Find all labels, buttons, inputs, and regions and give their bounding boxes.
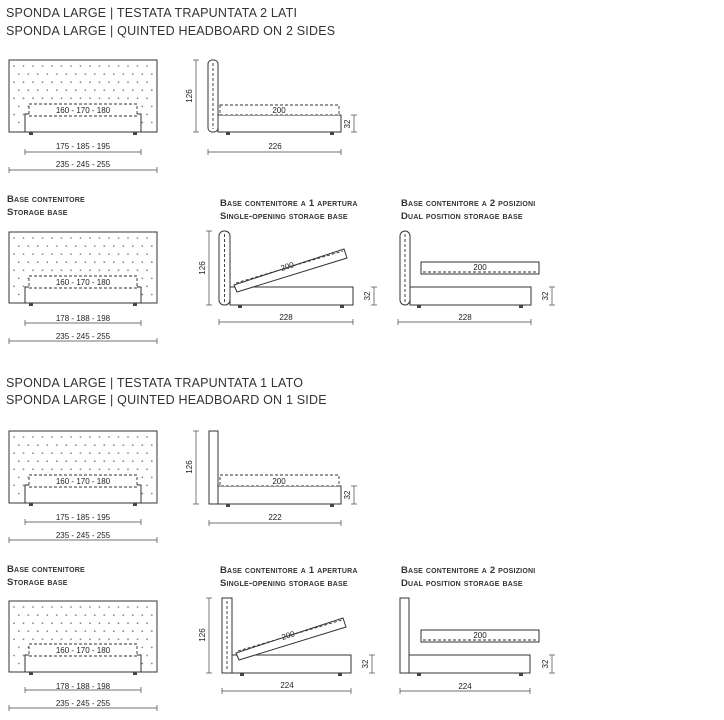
storage-caption-en: Storage base (7, 207, 68, 218)
headboard-side (209, 431, 218, 504)
quilting-dot (108, 606, 110, 608)
quilting-dot (103, 614, 105, 616)
quilting-dot (137, 452, 139, 454)
single-opening-view (198, 598, 375, 694)
quilting-dot (118, 452, 120, 454)
quilting-dot (13, 606, 15, 608)
quilting-dot (80, 638, 82, 640)
quilting-dot (118, 638, 120, 640)
length-label: 228 (279, 313, 293, 322)
overall-width-label: 235 - 245 - 255 (55, 160, 111, 169)
quilting-dot (75, 614, 77, 616)
quilting-dot (127, 638, 129, 640)
quilting-dot (70, 436, 72, 438)
quilting-dot (113, 444, 115, 446)
dual-caption-it: Base contenitore a 2 posizioni (401, 565, 536, 576)
quilting-dot (32, 622, 34, 624)
base-side (409, 655, 530, 673)
quilting-dot (113, 630, 115, 632)
quilting-dot (18, 493, 20, 495)
base-height-label: 32 (541, 659, 550, 669)
quilting-dot (37, 614, 39, 616)
quilting-dot (42, 436, 44, 438)
quilting-dot (56, 614, 58, 616)
quilting-dot (80, 452, 82, 454)
quilting-dot (13, 452, 15, 454)
quilting-dot (32, 436, 34, 438)
height-label: 126 (198, 628, 207, 642)
quilting-dot (108, 436, 110, 438)
quilting-dot (70, 638, 72, 640)
quilting-dot (23, 638, 25, 640)
quilting-dot (18, 614, 20, 616)
quilting-dot (122, 630, 124, 632)
quilting-dot (99, 436, 101, 438)
quilting-dot (65, 460, 67, 462)
quilting-dot (18, 663, 20, 665)
quilting-dot (141, 614, 143, 616)
quilting-dot (51, 638, 53, 640)
base-height-label: 32 (343, 490, 352, 500)
mattress-length-label: 200 (279, 260, 295, 273)
quilting-dot (89, 468, 91, 470)
quilting-dot (141, 444, 143, 446)
quilting-dot (132, 444, 134, 446)
quilting-dot (151, 630, 153, 632)
quilting-dot (27, 460, 29, 462)
quilting-dot (141, 460, 143, 462)
quilting-dot (146, 452, 148, 454)
quilting-dot (51, 468, 53, 470)
quilting-dot (56, 444, 58, 446)
quilting-dot (70, 452, 72, 454)
quilting-dot (94, 460, 96, 462)
quilting-dot (151, 663, 153, 665)
quilting-dot (27, 614, 29, 616)
quilting-dot (127, 606, 129, 608)
quilting-dot (70, 622, 72, 624)
quilting-dot (32, 452, 34, 454)
mattress-length-label: 200 (473, 263, 487, 272)
dual-caption-it: Base contenitore a 2 posizioni (401, 198, 536, 209)
quilting-dot (89, 436, 91, 438)
quilting-dot (89, 638, 91, 640)
storage-caption-it: Base contenitore (7, 194, 85, 205)
quilting-dot (84, 630, 86, 632)
side-view-bed (185, 431, 357, 526)
quilting-dot (122, 460, 124, 462)
dual-caption-en: Dual position storage base (401, 578, 523, 589)
quilting-dot (137, 638, 139, 640)
mattress-length-label: 200 (280, 629, 296, 642)
quilting-dot (151, 460, 153, 462)
quilting-dot (51, 622, 53, 624)
length-label: 228 (458, 313, 472, 322)
section-1-title-it: SPONDA LARGE | TESTATA TRAPUNTATA 2 LATI (6, 6, 298, 20)
storage-front-view (9, 601, 157, 711)
quilting-dot (151, 444, 153, 446)
quilting-dot (37, 630, 39, 632)
width-label: 175 - 185 - 195 (55, 142, 111, 151)
quilting-dot (23, 622, 25, 624)
length-label: 224 (280, 681, 294, 690)
quilting-dot (51, 436, 53, 438)
quilting-dot (61, 468, 63, 470)
base-height-label: 32 (343, 119, 352, 129)
quilting-dot (75, 460, 77, 462)
single-caption-en: Single-opening storage base (220, 211, 348, 222)
quilting-dot (132, 630, 134, 632)
headboard-side (400, 598, 409, 673)
quilting-dot (13, 638, 15, 640)
quilting-dot (84, 460, 86, 462)
quilting-dot (151, 614, 153, 616)
quilting-dot (84, 614, 86, 616)
dual-caption-en: Dual position storage base (401, 211, 523, 222)
quilting-dot (80, 606, 82, 608)
quilting-dot (18, 460, 20, 462)
quilting-dot (46, 614, 48, 616)
quilting-dot (94, 614, 96, 616)
quilting-dot (37, 444, 39, 446)
quilting-dot (61, 622, 63, 624)
overall-width-label: 235 - 245 - 255 (55, 531, 111, 540)
quilting-dot (103, 460, 105, 462)
quilting-dot (80, 468, 82, 470)
quilting-dot (127, 436, 129, 438)
quilting-dot (137, 606, 139, 608)
quilting-dot (94, 444, 96, 446)
section-1-title-en: SPONDA LARGE | QUINTED HEADBOARD ON 2 SIDES (6, 24, 336, 38)
quilting-dot (108, 468, 110, 470)
quilting-dot (146, 606, 148, 608)
bed-frame-front (25, 655, 141, 672)
quilting-dot (13, 436, 15, 438)
quilting-dot (46, 630, 48, 632)
quilting-dot (118, 436, 120, 438)
overall-width-label: 235 - 245 - 255 (55, 699, 111, 708)
quilting-dot (151, 493, 153, 495)
quilting-dot (61, 452, 63, 454)
quilting-dot (23, 468, 25, 470)
quilting-dot (61, 638, 63, 640)
quilting-dot (23, 436, 25, 438)
mattress-length-label: 200 (272, 477, 286, 486)
quilting-dot (89, 452, 91, 454)
inner-width-label: 160 - 170 - 180 (55, 106, 111, 115)
quilting-dot (146, 468, 148, 470)
quilting-dot (132, 460, 134, 462)
quilting-dot (18, 630, 20, 632)
base-height-label: 32 (363, 291, 372, 301)
length-label: 226 (268, 142, 282, 151)
mattress-length-label: 200 (473, 631, 487, 640)
base-side (218, 486, 341, 504)
storage-caption-en: Storage base (7, 577, 68, 588)
quilting-dot (141, 630, 143, 632)
quilting-dot (146, 436, 148, 438)
quilting-dot (137, 622, 139, 624)
base-side (232, 655, 351, 673)
quilting-dot (27, 630, 29, 632)
height-label: 126 (185, 460, 194, 474)
quilting-dot (42, 468, 44, 470)
length-label: 222 (268, 513, 282, 522)
quilting-dot (108, 452, 110, 454)
quilting-dot (141, 493, 143, 495)
quilting-dot (141, 477, 143, 479)
quilting-dot (127, 468, 129, 470)
quilting-dot (137, 436, 139, 438)
section-2-title-en: SPONDA LARGE | QUINTED HEADBOARD ON 1 SIDE (6, 393, 327, 407)
dual-position-view (400, 598, 555, 694)
quilting-dot (108, 622, 110, 624)
mattress-length-label: 200 (272, 106, 286, 115)
quilting-dot (37, 460, 39, 462)
quilting-dot (132, 614, 134, 616)
quilting-dot (51, 452, 53, 454)
width-label: 175 - 185 - 195 (55, 513, 111, 522)
quilting-dot (99, 622, 101, 624)
quilting-dot (89, 606, 91, 608)
quilting-dot (118, 606, 120, 608)
base-height-label: 32 (361, 659, 370, 669)
quilting-dot (13, 622, 15, 624)
quilting-dot (13, 468, 15, 470)
base-height-label: 32 (541, 291, 550, 301)
quilting-dot (46, 460, 48, 462)
quilting-dot (99, 452, 101, 454)
quilting-dot (75, 444, 77, 446)
quilting-dot (80, 436, 82, 438)
quilting-dot (122, 614, 124, 616)
quilting-dot (75, 630, 77, 632)
quilting-dot (23, 452, 25, 454)
quilting-dot (32, 606, 34, 608)
width-label: 178 - 188 - 198 (55, 314, 111, 323)
quilting-dot (65, 614, 67, 616)
quilting-dot (42, 452, 44, 454)
quilting-dot (113, 460, 115, 462)
storage-caption-it: Base contenitore (7, 564, 85, 575)
quilting-dot (18, 444, 20, 446)
quilting-dot (70, 606, 72, 608)
inner-width-label: 160 - 170 - 180 (55, 278, 111, 287)
single-caption-it: Base contenitore a 1 apertura (220, 198, 358, 209)
quilting-dot (23, 655, 25, 657)
quilting-dot (70, 468, 72, 470)
quilting-dot (151, 477, 153, 479)
quilting-dot (61, 606, 63, 608)
quilting-dot (99, 638, 101, 640)
quilting-dot (103, 630, 105, 632)
quilting-dot (46, 444, 48, 446)
quilting-dot (56, 460, 58, 462)
section-2-title-it: SPONDA LARGE | TESTATA TRAPUNTATA 1 LATO (6, 376, 304, 390)
quilting-dot (80, 622, 82, 624)
quilting-dot (146, 655, 148, 657)
overall-width-label: 235 - 245 - 255 (55, 332, 111, 341)
quilting-dot (61, 436, 63, 438)
quilting-dot (32, 468, 34, 470)
quilting-dot (127, 622, 129, 624)
quilting-dot (99, 606, 101, 608)
single-caption-en: Single-opening storage base (220, 578, 348, 589)
quilting-dot (99, 468, 101, 470)
quilting-dot (65, 630, 67, 632)
quilting-dot (27, 444, 29, 446)
quilting-dot (113, 614, 115, 616)
bed-frame-front (25, 485, 141, 503)
single-caption-it: Base contenitore a 1 apertura (220, 565, 358, 576)
quilting-dot (23, 606, 25, 608)
quilting-dot (118, 468, 120, 470)
quilting-dot (141, 647, 143, 649)
quilting-dot (13, 485, 15, 487)
height-label: 126 (198, 261, 207, 275)
quilting-dot (13, 655, 15, 657)
length-label: 224 (458, 682, 472, 691)
quilting-dot (51, 606, 53, 608)
quilting-dot (89, 622, 91, 624)
quilting-dot (146, 622, 148, 624)
quilting-dot (141, 663, 143, 665)
quilting-dot (18, 647, 20, 649)
quilting-dot (146, 638, 148, 640)
quilting-dot (151, 647, 153, 649)
quilting-dot (42, 622, 44, 624)
quilting-dot (122, 444, 124, 446)
quilting-dot (42, 638, 44, 640)
quilting-dot (18, 477, 20, 479)
quilting-dot (84, 444, 86, 446)
quilting-dot (108, 638, 110, 640)
quilting-dot (32, 638, 34, 640)
quilting-dot (56, 630, 58, 632)
quilting-dot (42, 606, 44, 608)
quilting-dot (23, 485, 25, 487)
height-label: 126 (185, 89, 194, 103)
quilting-dot (94, 630, 96, 632)
quilting-dot (118, 622, 120, 624)
front-view-bed (9, 431, 157, 543)
inner-width-label: 160 - 170 - 180 (55, 646, 111, 655)
quilting-dot (127, 452, 129, 454)
inner-width-label: 160 - 170 - 180 (55, 477, 111, 486)
quilting-dot (146, 485, 148, 487)
quilting-dot (137, 468, 139, 470)
width-label: 178 - 188 - 198 (55, 682, 111, 691)
quilting-dot (103, 444, 105, 446)
quilting-dot (65, 444, 67, 446)
